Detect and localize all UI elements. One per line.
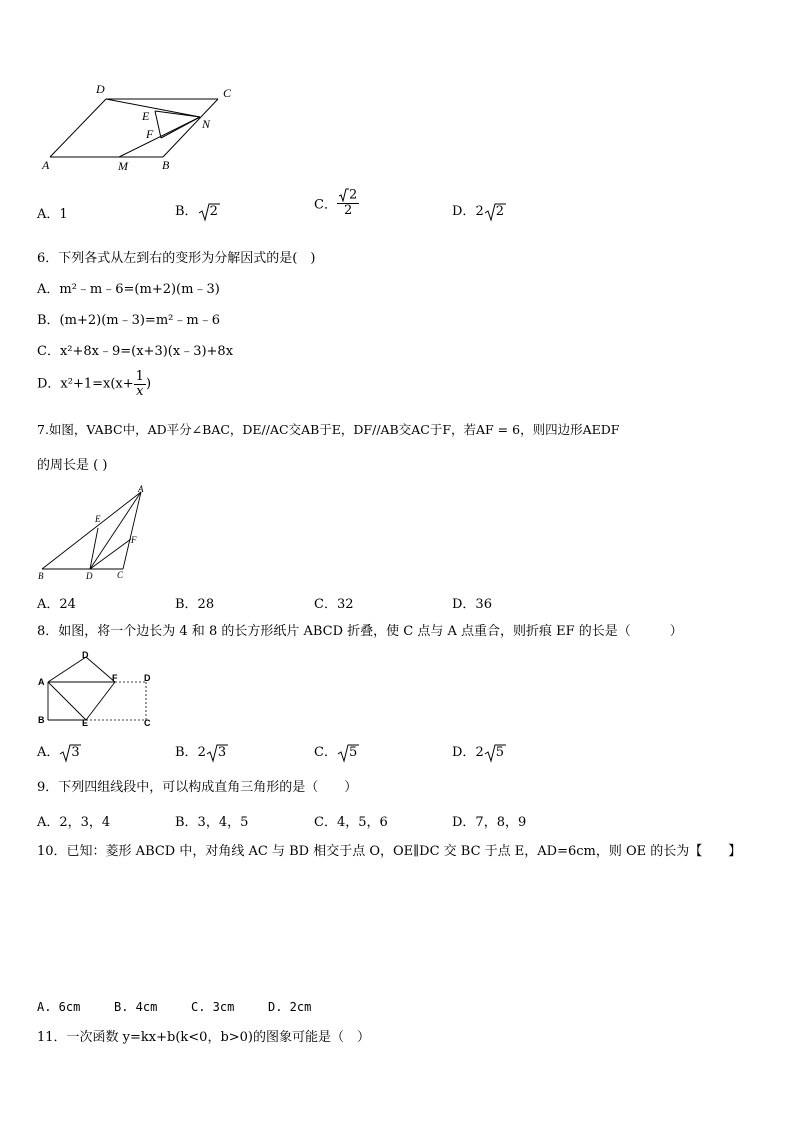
q8-stem: 8．如图，将一个边长为 4 和 8 的长方形纸片 ABCD 折叠，使 C 点与 A 点重合，则折痕 EF 的长是（ ）	[37, 624, 683, 639]
fig7-label-b: B	[38, 571, 44, 581]
q5-option-c	[314, 188, 359, 218]
fig7-label-e: E	[95, 514, 101, 524]
fig8-label-f: F	[112, 673, 118, 683]
fig7-label-c: C	[117, 570, 124, 580]
q8-option-d	[452, 741, 504, 764]
q7-option-c: C．32	[314, 597, 354, 612]
figure-folded-rectangle	[38, 648, 158, 730]
q6-stem: 6．下列各式从左到右的变形为分解因式的是( )	[37, 251, 316, 266]
sqrt-icon	[339, 188, 349, 202]
q11-stem: 11．一次函数 y=kx+b(k<0，b>0)的图象可能是（ ）	[37, 1030, 371, 1045]
fig8-label-b: B	[38, 715, 45, 725]
q5-option-c-fraction	[337, 188, 359, 218]
q7-stem-line2: 的周长是 ( )	[37, 458, 108, 473]
q8-option-a-radicand: 3	[71, 745, 80, 760]
fig8-label-e: E	[82, 718, 89, 728]
q7-option-a: A．24	[37, 597, 76, 612]
q5-option-c-numerator: 2	[348, 187, 358, 203]
q8-option-b-prefix: B．	[175, 745, 198, 760]
fig5-label-f: F	[146, 127, 154, 141]
q8-option-a	[37, 741, 80, 764]
fig7-label-f: F	[131, 535, 137, 545]
q9-stem: 9．下列四组线段中，可以构成直角三角形的是（ ）	[37, 780, 358, 795]
q10-option-c: C. 3cm	[191, 1000, 235, 1014]
q9-option-b: B．3，4，5	[175, 815, 249, 830]
q8-option-a-prefix: A．	[37, 745, 60, 760]
q10-option-d: D. 2cm	[268, 1000, 312, 1014]
q5-option-b	[175, 200, 218, 223]
q10-stem: 10．已知：菱形 ABCD 中，对角线 AC 与 BD 相交于点 O，OE∥DC 交 BC 于点 E，AD=6cm，则 OE 的长为【 】	[37, 844, 742, 859]
fig7-label-d: D	[86, 571, 93, 581]
q7-stem-line1: 7.如图，VABC中，AD平分∠BAC，DE//AC交AB于E，DF//AB交AC于F，若AF = 6，则四边形AEDF	[37, 422, 620, 437]
q7-option-d: D．36	[452, 597, 492, 612]
fig5-label-c: C	[223, 86, 232, 100]
q8-option-b-coefficient: 2	[197, 745, 206, 760]
q9-option-a: A．2，3，4	[37, 815, 111, 830]
q7-option-b: B．28	[175, 597, 215, 612]
q10-option-b: B. 4cm	[114, 1000, 158, 1014]
q5-option-c-prefix: C．	[314, 197, 337, 213]
q5-option-d-coefficient: 2	[475, 204, 484, 219]
q5-option-c-denominator: 2	[343, 202, 353, 218]
q5-option-a: A．1	[37, 207, 68, 222]
fig5-label-a: A	[42, 158, 50, 172]
figure-triangle-abc	[38, 484, 148, 576]
q5-option-b-radicand: 2	[209, 204, 218, 219]
q8-option-b	[175, 741, 226, 764]
fig5-label-b: B	[162, 158, 170, 172]
q5-option-d-prefix: D．	[452, 204, 476, 219]
q8-option-c-prefix: C．	[314, 745, 337, 760]
q9-option-c: C．4，5，6	[314, 815, 388, 830]
fig8-label-a: A	[38, 677, 45, 687]
q6-option-d-numerator: 1	[135, 369, 144, 384]
q6-option-b: B．(m+2)(m﹣3)=m²﹣m﹣6	[37, 313, 220, 328]
q6-option-d-denominator: x	[136, 384, 144, 399]
q5-option-d	[452, 200, 504, 223]
fig5-label-d: D	[96, 82, 105, 96]
q6-option-a: A．m²﹣m﹣6=(m+2)(m﹣3)	[37, 282, 220, 297]
q6-option-d	[37, 370, 151, 399]
q5-option-b-prefix: B．	[175, 204, 198, 219]
q6-option-d-suffix: )	[145, 376, 152, 392]
q6-option-d-fraction	[134, 370, 146, 399]
fig5-label-n: N	[202, 117, 211, 131]
q8-option-d-radicand: 5	[495, 745, 504, 760]
q8-option-d-coefficient: 2	[475, 745, 484, 760]
q5-option-d-radicand: 2	[495, 204, 504, 219]
q8-option-b-radicand: 3	[217, 745, 227, 760]
fig5-label-e: E	[142, 109, 150, 123]
fig8-label-d-folded: D	[82, 650, 89, 660]
fig5-label-m: M	[118, 159, 128, 173]
q8-option-c	[314, 741, 357, 764]
q9-option-d: D．7，8，9	[452, 815, 527, 830]
fig8-label-c: C	[144, 718, 151, 728]
q8-option-c-radicand: 5	[348, 745, 358, 760]
q6-option-c: C．x²+8x﹣9=(x+3)(x﹣3)+8x	[37, 344, 234, 359]
q8-option-d-prefix: D．	[452, 745, 476, 760]
fig7-label-a: A	[138, 484, 144, 494]
q6-option-d-prefix: D．x²+1=x(x+	[37, 376, 134, 392]
fig8-label-d: D	[144, 673, 151, 683]
q10-option-a: A. 6cm	[37, 1000, 81, 1014]
